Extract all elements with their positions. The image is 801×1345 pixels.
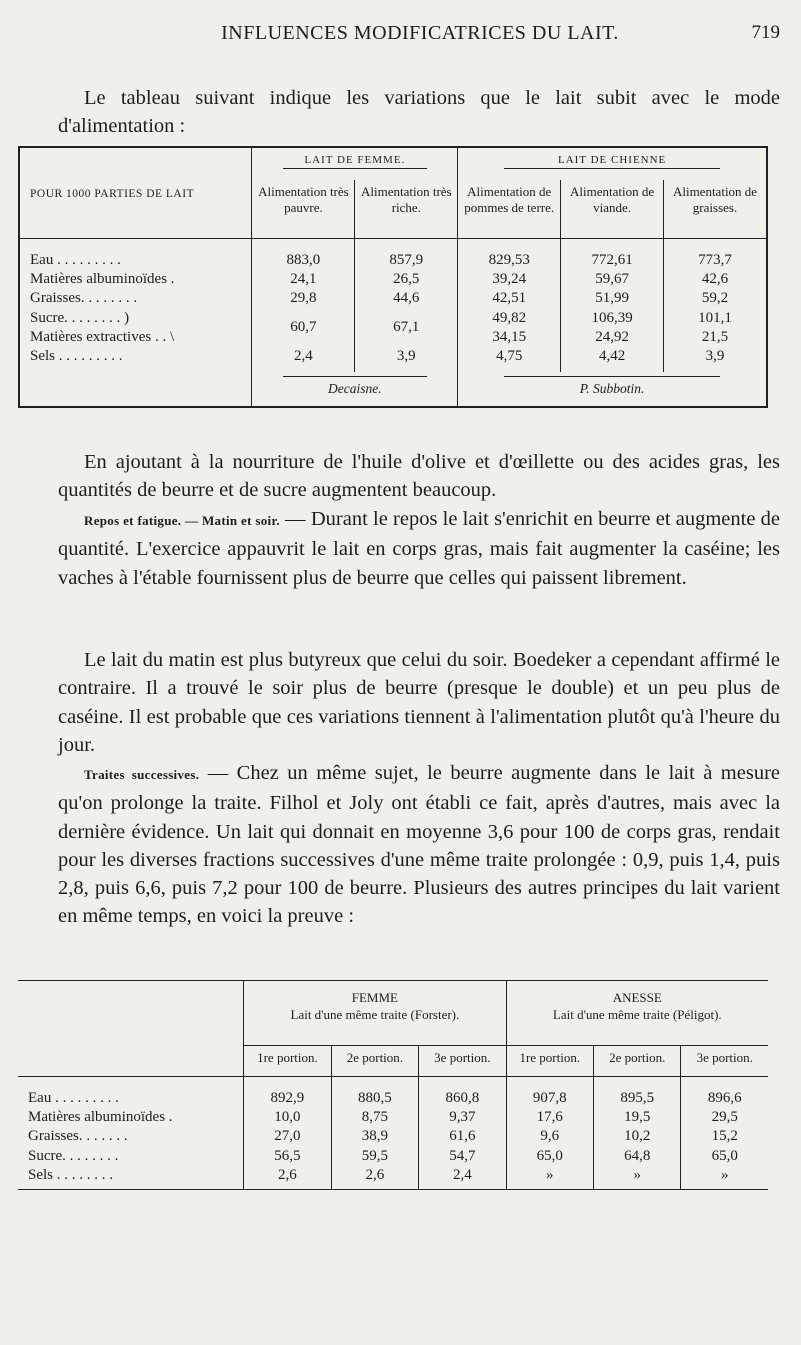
- table2-row-labels: Eau . . . . . . . . . Matières albuminoïdes . Graisses. . . . . . . Sucre. . . . . . . . Sels . . . . . . . .: [18, 1077, 244, 1190]
- paragraph-rest: Repos et fatigue. — Matin et soir. — Durant le repos le lait s'enrichit en beurre et augmente de quantité. L'exercice appauvrit le lait en corps gras, mais fait augmenter la caséine; les vaches à l'étable fournissent plus de beurre que celles qui paissent librement.: [58, 508, 781, 589]
- table-cell-value: 896,6: [707, 1090, 742, 1106]
- table1-source-subbotin: P. Subbotin.: [458, 372, 767, 407]
- table1-row-header: POUR 1000 PARTIES DE LAIT: [19, 147, 252, 239]
- table-cell-value: 19,5: [624, 1109, 651, 1126]
- table-cell-value: 2,4: [452, 1166, 472, 1183]
- table2-column-values: [244, 1077, 331, 1190]
- table-cell-value: 65,0: [711, 1147, 738, 1164]
- table1-col-header: Alimentation très riche.: [355, 180, 458, 239]
- table-cell-value: 26,5: [393, 271, 420, 288]
- table-cell-value: 29,5: [711, 1109, 738, 1126]
- table2-col-header: 1re portion.: [244, 1046, 331, 1077]
- table-cell-value: 15,2: [711, 1128, 738, 1145]
- table-cell-value: 21,5: [701, 328, 729, 345]
- table-cell-value: 883,0: [286, 252, 321, 268]
- table-cell-value: 3,9: [705, 348, 725, 365]
- table2-col-header: 2e portion.: [331, 1046, 418, 1077]
- paragraph-milkings: Traites successives. — Chez un même sujet, le beurre augmente dans le lait à mesure qu'on prolonge la traite. Filhol et Joly ont établi ce fait, après d'autres, mais avec la dernière évidence. Un lait qui donnait en moyenne 3,6 pour 100 de corps gras, rendait pour les diverses fractions successives d'une même traite prolongée : 0,9, puis 1,4, puis 2,8, puis 6,6, puis 7,2 pour 100 de beurre. Plusieurs des autres principes du lait varient en même temps, en voici la preuve :: [58, 762, 780, 928]
- table-cell-value: »: [546, 1166, 554, 1183]
- table-cell-value: [252, 309, 354, 319]
- table-cell-value: 3,9: [396, 348, 416, 364]
- table-cell-value: 24,1: [290, 271, 317, 288]
- table-cell-value: 892,9: [270, 1090, 305, 1106]
- table1-group-human: LAIT DE FEMME.: [252, 147, 458, 180]
- table-successive-milkings: [18, 980, 768, 1190]
- table1-column-values: [252, 239, 355, 373]
- table-cell-value: 773,7: [698, 252, 732, 268]
- table2-col-header: 1re portion.: [506, 1046, 593, 1077]
- table2-group-woman: FEMME Lait d'une même traite (Forster).: [290, 990, 460, 1022]
- table-cell-value: 51,99: [595, 290, 629, 307]
- table-cell-value: 54,7: [449, 1147, 476, 1164]
- page-number: 719: [751, 22, 780, 43]
- table1-column-values: [458, 239, 561, 373]
- table-cell-value: [355, 337, 457, 347]
- table-cell-value: 4,42: [598, 348, 626, 365]
- table-cell-value: [355, 309, 457, 319]
- table-cell-value: 27,0: [274, 1128, 301, 1145]
- table2-col-header: 3e portion.: [419, 1046, 506, 1077]
- table-cell-value: 907,8: [532, 1090, 567, 1106]
- table2-column-values: [681, 1077, 768, 1190]
- table-cell-value: 880,5: [358, 1090, 392, 1106]
- table1-col-header: Alimentation très pauvre.: [252, 180, 355, 239]
- table-cell-value: 59,67: [595, 271, 629, 288]
- table-cell-value: 895,5: [620, 1090, 655, 1106]
- intro-paragraph: Le tableau suivant indique les variations que le lait subit avec le mode d'alimentation :: [58, 87, 780, 138]
- table-cell-value: 64,8: [624, 1147, 651, 1164]
- table2-column-values: [419, 1077, 506, 1190]
- table-cell-value: 9,37: [449, 1109, 476, 1126]
- table-cell-value: 59,5: [361, 1147, 388, 1164]
- table1-col-header: Alimentation de viande.: [561, 180, 664, 239]
- table-cell-value: 56,5: [274, 1147, 301, 1164]
- table-cell-value: 39,24: [492, 271, 527, 288]
- table2-group-donkey: ANESSE Lait d'une même traite (Péligot).: [506, 981, 768, 1046]
- running-title: INFLUENCES MODIFICATRICES DU LAIT.: [221, 22, 619, 44]
- table-cell-value: [252, 337, 354, 347]
- table-cell-value: 860,8: [445, 1090, 480, 1106]
- table2-column-values: [594, 1077, 681, 1190]
- table-cell-value: 857,9: [389, 252, 424, 268]
- table1-column-values: [561, 239, 664, 373]
- table-cell-value: 42,51: [492, 290, 527, 307]
- table-cell-value: 101,1: [698, 309, 732, 326]
- table-cell-value: 65,0: [536, 1147, 563, 1164]
- table-cell-value: 61,6: [449, 1128, 476, 1145]
- table-cell-value: 2,6: [365, 1166, 385, 1183]
- table-cell-value: 4,75: [496, 348, 523, 365]
- table1-col-header: Alimentation de pommes de terre.: [458, 180, 561, 239]
- table-cell-value: 60,7: [290, 319, 317, 336]
- table2-col-header: 2e portion.: [594, 1046, 681, 1077]
- table-cell-value: 2,6: [278, 1166, 297, 1183]
- side-heading-milkings: Traites successives.: [84, 767, 200, 782]
- table1-source-decaisne: Decaisne.: [252, 372, 458, 407]
- table2-column-values: [331, 1077, 418, 1190]
- table-cell-value: »: [720, 1166, 729, 1183]
- table-cell-value: 10,2: [624, 1128, 651, 1145]
- table2-column-values: [506, 1077, 593, 1190]
- table-cell-value: 9,6: [540, 1128, 560, 1145]
- table-cell-value: 29,8: [290, 290, 317, 307]
- paragraph-oil: En ajoutant à la nourriture de l'huile d'olive et d'œillette ou des acides gras, les quantités de beurre et de sucre augmentent beaucoup.: [58, 451, 780, 502]
- table-cell-value: 10,0: [274, 1109, 301, 1126]
- table-cell-value: 2,4: [294, 348, 313, 364]
- table1-column-values: [664, 239, 767, 373]
- table-cell-value: 829,53: [488, 252, 530, 268]
- table-cell-value: 24,92: [595, 328, 629, 345]
- table-cell-value: 38,9: [361, 1128, 388, 1145]
- table1-column-values: [355, 239, 458, 373]
- table-cell-value: »: [633, 1166, 641, 1183]
- table1-col-header: Alimentation de graisses.: [664, 180, 767, 239]
- table1-group-dog: LAIT DE CHIENNE: [458, 147, 767, 180]
- table-diet-variations: [18, 146, 768, 408]
- table-cell-value: 59,2: [701, 290, 729, 307]
- table-cell-value: 17,6: [536, 1109, 563, 1126]
- table-cell-value: 67,1: [393, 319, 420, 336]
- table-cell-value: 49,82: [492, 309, 527, 326]
- table-cell-value: 106,39: [591, 309, 633, 326]
- table-cell-value: 42,6: [701, 271, 729, 288]
- table-cell-value: 772,61: [591, 252, 633, 268]
- table1-row-labels: Eau . . . . . . . . . Matières albuminoïdes . Graisses. . . . . . . . Sucre. . . . . . . . ) Matières extractives . . \ Sels . . . . . . . . .: [19, 239, 252, 373]
- page-header: [60, 22, 780, 52]
- side-heading-rest: Repos et fatigue. — Matin et soir.: [84, 513, 280, 528]
- paragraph-morning: Le lait du matin est plus butyreux que celui du soir. Boedeker a cependant affirmé le contraire. Il a trouvé le soir plus de beurre (presque le double) et un peu plus de caséine. Il est probable que ces variations tiennent à l'alimentation plutôt qu'à l'heure du jour.: [58, 649, 780, 756]
- table-cell-value: 8,75: [361, 1109, 388, 1126]
- table2-col-header: 3e portion.: [681, 1046, 768, 1077]
- table-cell-value: 44,6: [393, 290, 420, 307]
- table-cell-value: 34,15: [492, 328, 527, 345]
